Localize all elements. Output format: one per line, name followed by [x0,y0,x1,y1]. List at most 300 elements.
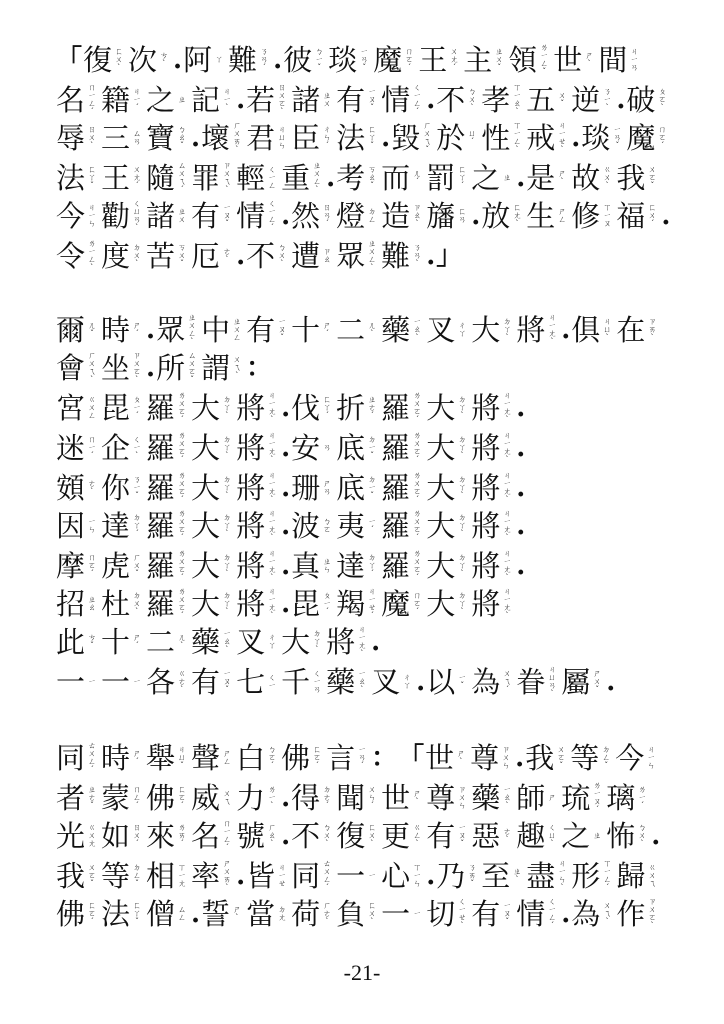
zhuyin-annotation: ㄋ ㄢ ˋ [413,243,422,268]
annotated-character [336,548,380,584]
hanzi: 以 [426,665,456,699]
zhuyin-annotation: ㄒ ㄧ ㄤ [178,863,187,888]
hanzi: 若 [246,83,276,117]
hanzi: 毘 [291,587,321,621]
hanzi: 真 [291,549,321,583]
zhuyin-annotation: ㄉ ㄧ ˇ [368,475,377,500]
annotated-character [101,858,145,894]
punctuation [281,430,290,466]
punctuation [246,350,272,386]
annotated-character [191,160,235,196]
hanzi: 我 [525,741,555,775]
zhuyin-annotation: ㄋ ㄞ ˇ [468,863,477,888]
zhuyin-annotation: ㄒ ㄧ ㄥ ˋ [513,121,522,154]
punctuation [571,120,580,156]
hanzi: 情 [516,897,546,931]
hanzi: 至 [481,859,511,893]
zhuyin-annotation: ㄉ ㄚ ˋ [458,435,467,460]
punctuation-mark: . [416,667,426,697]
punctuation [516,508,525,544]
hanzi: 師 [516,781,546,815]
zhuyin-annotation: ㄉ ㄚ ˋ [503,317,512,342]
zhuyin-annotation: ㄕ ˋ [558,169,567,186]
annotated-character [471,430,515,466]
zhuyin-annotation: ㄓ ㄣ [323,557,332,574]
annotated-character [291,586,335,622]
annotated-character [56,664,100,700]
punctuation [281,586,290,622]
hanzi: 有 [471,897,501,931]
annotated-character [336,312,380,348]
annotated-character [336,818,380,854]
zhuyin-annotation: ㄌ ㄞ ˊ [178,823,187,848]
annotated-character [101,624,145,660]
annotated-character [101,312,145,348]
hanzi: 尊 [426,781,456,815]
hanzi: 復 [336,819,366,853]
hanzi: 將 [471,431,501,465]
annotated-character [291,430,335,466]
annotated-character [281,740,325,776]
annotated-character [146,470,190,506]
annotated-character [561,818,605,854]
punctuation-mark: . [281,551,291,581]
annotated-character [56,82,100,118]
hanzi: 辱 [56,121,86,155]
zhuyin-annotation: ㄓ ㄜ ˇ [88,785,97,810]
punctuation [516,430,525,466]
zhuyin-annotation: ㄐ ㄧ ㄤ ˋ [503,587,512,620]
zhuyin-annotation: ㄨ ㄛ ˇ [648,165,657,190]
hanzi: 達 [101,509,131,543]
hanzi: 羅 [146,471,176,505]
annotated-character [228,42,272,78]
zhuyin-annotation: ㄑ ㄧ ㄢ [313,669,322,694]
zhuyin-annotation: ㄈ ㄨ ˋ [368,823,377,848]
hanzi: 造 [381,199,411,233]
zhuyin-annotation: ㄔ ㄚ [458,321,467,338]
annotated-character [83,42,127,78]
annotated-character [571,198,615,234]
zhuyin-annotation: ㄅ ㄧ ˇ [315,47,324,72]
annotated-character [56,430,100,466]
annotated-character [246,82,290,118]
punctuation [516,548,525,584]
zhuyin-annotation: ㄙ ㄨ ㄟ ˊ [178,161,187,194]
zhuyin-annotation: ㄌ ㄧ ˋ [268,785,277,810]
zhuyin-annotation: ㄗ ㄨ ㄣ [502,745,511,770]
hanzi: 將 [236,391,266,425]
annotated-character [236,160,280,196]
zhuyin-annotation: ㄐ ㄧ ㄤ ˋ [503,431,512,464]
hanzi: 有 [336,83,366,117]
punctuation [426,238,435,274]
hanzi: 眾 [156,313,186,347]
hanzi: 藥 [471,781,501,815]
hanzi: 大 [191,391,221,425]
hanzi: 而 [381,161,411,195]
hanzi: 諸 [146,199,176,233]
annotated-character [381,390,425,426]
zhuyin-annotation: ㄨ ㄛ ˇ [88,863,97,888]
punctuation-mark: . [571,123,581,153]
hanzi: 度 [101,239,131,273]
zhuyin-annotation: ㄕ ˋ [457,749,466,766]
annotated-character [56,470,100,506]
zhuyin-annotation: ㄋ ㄧ ˇ [133,475,142,500]
zhuyin-annotation: ㄔ ㄣ ˊ [323,125,332,150]
zhuyin-annotation: ㄅ ㄛ ˊ [268,745,277,770]
annotated-character [553,42,597,78]
hanzi: 籍 [101,83,131,117]
zhuyin-annotation: ㄧ ㄡ ˇ [458,823,467,848]
hanzi: 將 [471,549,501,583]
zhuyin-annotation: ㄈ ㄚ ˇ [88,165,97,190]
hanzi: 法 [336,121,366,155]
punctuation-mark: . [426,861,436,891]
hanzi: 迷 [56,431,86,465]
hanzi: 大 [191,509,221,543]
annotated-character [56,198,100,234]
annotated-character [336,198,380,234]
zhuyin-annotation: ㄑ ㄧ ㄝ ˋ [458,897,467,930]
zhuyin-annotation: ㄜ ˋ [503,827,512,844]
hanzi: 記 [191,83,221,117]
annotated-character [191,198,235,234]
punctuation-mark: . [515,743,525,773]
zhuyin-annotation: ㄆ ㄧ ˊ [133,395,142,420]
zhuyin-annotation: ㄉ ㄚ ˋ [458,553,467,578]
zhuyin-annotation: ㄊ ㄨ ㄥ ˊ [323,859,332,892]
zhuyin-annotation: ㄑ ㄩ ㄢ ˋ [133,199,142,232]
punctuation-mark: . [426,85,436,115]
hanzi: 此 [56,625,86,659]
hanzi: 諸 [291,83,321,117]
zhuyin-annotation: ㄅ ㄨ ˋ [638,823,647,848]
annotated-character [426,198,470,234]
annotated-character [471,160,515,196]
annotated-character [526,858,570,894]
punctuation [273,42,282,78]
zhuyin-annotation: ㄉ ㄚ ˋ [223,591,232,616]
hanzi: 等 [101,859,131,893]
annotated-character [146,780,190,816]
punctuation-mark: ： [371,743,398,773]
zhuyin-annotation: ㄉ ㄚ ˋ [223,435,232,460]
zhuyin-annotation: ㄓ [503,173,512,182]
annotated-character [246,238,290,274]
punctuation-mark: . [236,861,246,891]
zhuyin-annotation: ㄗ ㄨ ㄣ [458,785,467,810]
text-line [56,778,651,818]
text-line [56,310,661,350]
zhuyin-annotation: ㄑ ㄧ ㄥ ˊ [548,897,557,930]
annotated-character [471,780,515,816]
hanzi: 厄 [191,239,221,273]
annotated-character [146,858,190,894]
hanzi: 名 [56,83,86,117]
zhuyin-annotation: ㄘ ˋ [160,51,169,68]
hanzi: 三 [101,121,131,155]
zhuyin-annotation: ㄑ ㄧ ㄥ ˊ [268,199,277,232]
annotated-character [471,586,515,622]
annotated-character [598,42,642,78]
punctuation [561,312,570,348]
zhuyin-annotation: ㄒ ㄧ ㄡ [603,203,612,228]
hanzi: 將 [516,313,546,347]
annotated-character [101,548,145,584]
hanzi: 率 [191,859,221,893]
zhuyin-annotation: ㄆ ㄧ ˊ [323,591,332,616]
hanzi: 魔 [373,43,403,77]
annotated-character [391,120,435,156]
hanzi: 在 [616,313,646,347]
annotated-character [426,586,470,622]
zhuyin-annotation: ㄧ ㄡ ˇ [223,203,232,228]
hanzi: 十 [101,625,131,659]
zhuyin-annotation: ㄉ ㄚ ˋ [223,475,232,500]
annotated-character [291,120,335,156]
punctuation-mark: . [516,393,526,423]
annotated-character [381,160,425,196]
zhuyin-annotation: ㄓ ㄜ ˊ [368,395,377,420]
annotated-character [426,508,470,544]
hanzi: 世 [425,741,455,775]
hanzi: 福 [616,199,646,233]
zhuyin-annotation: ㄙ ㄥ [178,905,187,922]
zhuyin-annotation: ㄏ ㄜ ˋ [323,901,332,926]
hanzi: 今 [56,199,86,233]
annotated-character [571,82,615,118]
punctuation [398,740,424,776]
hanzi: 者 [56,781,86,815]
punctuation [371,740,397,776]
annotated-character [426,160,470,196]
annotated-character [146,430,190,466]
annotated-character [191,508,235,544]
text-line [56,196,671,236]
zhuyin-annotation: ㄐ ㄩ ˇ [178,745,187,770]
text-line [56,468,526,508]
hanzi: 千 [281,665,311,699]
annotated-character [191,858,235,894]
hanzi: 得 [291,781,321,815]
punctuation [281,780,290,816]
annotated-character [101,198,145,234]
text-line [56,388,526,428]
zhuyin-annotation: ㄓ ㄨ ㄥ ˋ [188,313,197,346]
annotated-character [526,120,570,156]
zhuyin-annotation: ㄧ ㄡ ˇ [503,901,512,926]
hanzi: 隨 [146,161,176,195]
annotated-character [381,896,425,932]
hanzi: 羯 [336,587,366,621]
annotated-character [381,470,425,506]
annotated-character [246,312,290,348]
punctuation [371,624,380,660]
hanzi: 二 [336,313,366,347]
annotated-character [471,896,515,932]
hanzi: 藥 [326,665,356,699]
annotated-character [291,312,335,348]
hanzi: 王 [418,43,448,77]
annotated-character [470,740,514,776]
annotated-character [201,350,245,386]
hanzi: 叉 [236,625,266,659]
annotated-character [191,238,235,274]
punctuation-mark: . [561,899,571,929]
zhuyin-annotation: ㄧ ㄢ ˇ [360,47,369,72]
zhuyin-annotation: ㄐ ㄩ ㄣ [278,125,287,150]
zhuyin-annotation: ㄍ ㄨ ㄤ [88,823,97,848]
punctuation [416,664,425,700]
zhuyin-annotation: ㄈ ㄢ [458,207,467,224]
zhuyin-annotation: ㄧ [88,677,97,686]
annotated-character [291,858,335,894]
annotated-character [326,624,370,660]
hanzi: 間 [598,43,628,77]
hanzi: 燈 [336,199,366,233]
hanzi: 屬 [561,665,591,699]
text-line [56,584,516,624]
annotated-character [525,740,569,776]
annotated-character [381,780,425,816]
hanzi: 有 [246,313,276,347]
annotated-character [201,896,245,932]
annotated-character [336,896,380,932]
punctuation-mark: . [661,201,671,231]
annotated-character [516,818,560,854]
annotated-character [191,548,235,584]
annotated-character [336,390,380,426]
annotated-character [236,198,280,234]
hanzi: 頞 [56,471,86,505]
zhuyin-annotation: ㄌ ㄨ ㄛ ˊ [413,391,422,424]
annotated-character [626,82,670,118]
text-line [56,428,526,468]
hanzi: 形 [571,859,601,893]
hanzi: 號 [236,819,266,853]
annotated-character [481,858,525,894]
annotated-character [481,82,525,118]
zhuyin-annotation: ㄓ ㄠ [88,595,97,612]
punctuation [236,238,245,274]
annotated-character [336,508,380,544]
zhuyin-annotation: ㄨ ㄟ ˋ [233,355,242,380]
zhuyin-annotation: ㄇ ㄧ ㄥ ˊ [88,83,97,116]
zhuyin-annotation: ㄍ ㄨ ㄟ [648,863,657,888]
annotated-character [373,42,417,78]
annotated-character [291,198,335,234]
annotated-character [146,508,190,544]
hanzi: 不 [291,819,321,853]
hanzi: 將 [236,509,266,543]
punctuation-mark: . [173,45,183,75]
hanzi: 魔 [626,121,656,155]
annotated-character [436,120,480,156]
annotated-character [336,160,380,196]
zhuyin-annotation: ㄧ ㄢ ˊ [358,745,367,770]
punctuation [651,818,660,854]
annotated-character [191,390,235,426]
hanzi: 輕 [236,161,266,195]
text-line [56,80,671,120]
text-line [56,546,526,586]
zhuyin-annotation: ㄌ ㄨ ㄛ ˊ [413,549,422,582]
hanzi: 大 [426,509,456,543]
annotated-character [426,390,470,426]
annotated-character [56,548,100,584]
hanzi: 大 [426,549,456,583]
zhuyin-annotation: ㄌ ㄧ ˊ [638,785,647,810]
annotated-character [191,780,235,816]
punctuation-mark: . [281,393,291,423]
zhuyin-annotation: ㄕ ㄢ [323,479,332,496]
text-line [56,816,661,856]
hanzi: 五 [526,83,556,117]
annotated-character [326,664,370,700]
annotated-character [56,390,100,426]
hanzi: 破 [626,83,656,117]
punctuation-mark: . [381,123,391,153]
zhuyin-annotation: ㄙ ㄨ ㄛ ˇ [188,351,197,384]
hanzi: 琰 [581,121,611,155]
annotated-character [291,896,335,932]
annotated-character [508,42,552,78]
hanzi: 領 [508,43,538,77]
annotated-character [616,858,660,894]
annotated-character [425,740,469,776]
punctuation-mark: . [281,511,291,541]
text-line [56,348,273,388]
annotated-character [381,508,425,544]
punctuation-mark: . [281,433,291,463]
annotated-character [283,42,327,78]
hanzi: 各 [146,665,176,699]
zhuyin-annotation: ㄩ ˊ [468,129,477,146]
annotated-character [606,780,650,816]
hanzi: 情 [236,199,266,233]
hanzi: 之 [471,161,501,195]
zhuyin-annotation: ㄧ ˊ [368,517,377,534]
annotated-character [156,350,200,386]
hanzi: 中 [201,313,231,347]
annotated-character [101,470,145,506]
zhuyin-annotation: ㄧ ㄠ ˋ [413,317,422,342]
punctuation-mark: . [616,85,626,115]
punctuation [516,470,525,506]
hanzi: 藥 [381,313,411,347]
annotated-character [471,390,515,426]
zhuyin-annotation: ㄐ ㄧ ㄝ [278,863,287,888]
annotated-character [236,430,280,466]
zhuyin-annotation: ㄦ ˋ [178,633,187,650]
hanzi: 大 [281,625,311,659]
hanzi: 性 [481,121,511,155]
punctuation-mark: ： [246,353,273,383]
zhuyin-annotation: ㄓ [178,95,187,104]
zhuyin-annotation: ㄖ ㄢ ˊ [323,203,332,228]
annotated-character [471,664,515,700]
zhuyin-annotation: ㄈ ㄨ ˋ [368,901,377,926]
hanzi: 因 [56,509,86,543]
punctuation-mark: . [191,123,201,153]
punctuation-mark: . [326,163,336,193]
annotated-character [201,312,245,348]
zhuyin-annotation: ㄌ ㄨ ㄛ ˊ [413,471,422,504]
punctuation [515,740,524,776]
annotated-character [146,160,190,196]
